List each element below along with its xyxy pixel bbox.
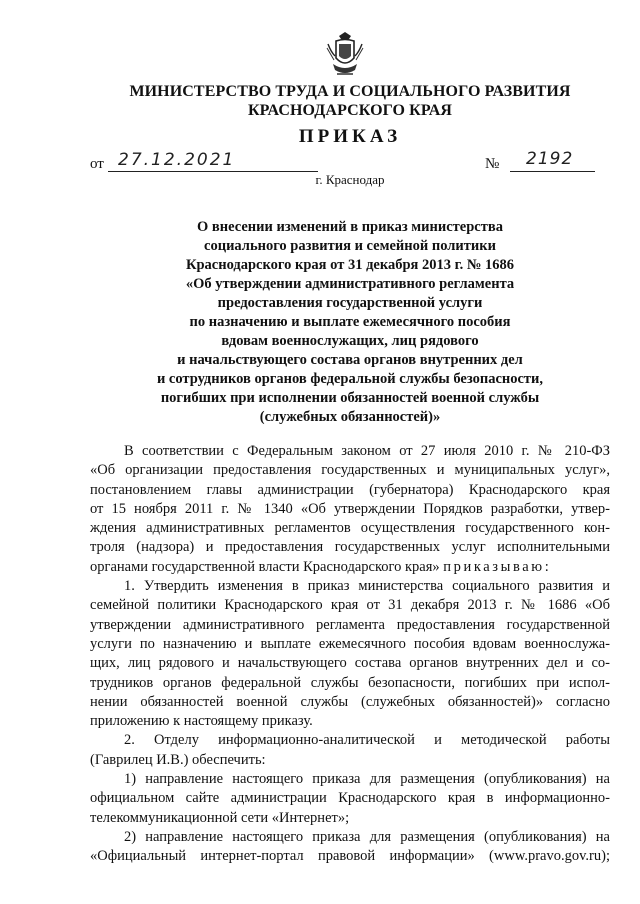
text-line: щих, лиц рядового и начальствующего состава органов внутренних дел и со- <box>90 655 610 672</box>
paragraph-subitem-1 <box>90 770 610 828</box>
text-line: В соответствии с Федеральным законом от 27 июля 2010 г. № 210-ФЗ <box>124 443 610 459</box>
text-line: официальном сайте администрации Краснодарского края в информационно- <box>90 790 610 807</box>
text-line: «Об организации предоставления государственных и муниципальных услуг», <box>90 462 610 479</box>
text-line: приложению к настоящему приказу. <box>90 713 313 730</box>
order-body <box>90 442 610 867</box>
text-line: от 15 ноября 2011 г. № 1340 «Об утверждении Порядков разработки, утвер- <box>90 500 610 517</box>
text-line: (Гаврилец И.В.) обеспечить: <box>90 751 266 768</box>
text-line: трудников органов федеральной службы безопасности, погибших при испол- <box>90 674 610 691</box>
order-keyword: приказываю: <box>443 558 552 575</box>
paragraph-item-1 <box>90 577 610 731</box>
order-title: ПРИКАЗ <box>298 126 402 147</box>
text-line: 1) направление настоящего приказа для размещения (опубликования) на <box>124 771 610 788</box>
text-line: телекоммуникационной сети «Интернет»; <box>90 809 350 826</box>
handwritten-date: 27.12.2021 <box>118 150 236 170</box>
subject-line: погибших при исполнении обязанностей военной службы <box>160 390 540 406</box>
text-line: утверждении административного регламента предоставления государственной <box>90 616 610 633</box>
text-line: нении обязанностей военной службы (служебных обязанностей)» согласно <box>90 693 610 710</box>
text-line: семейной политики Краснодарского края от 31 декабря 2013 г. № 1686 «Об <box>90 597 610 614</box>
subject-line: по назначению и выплате ежемесячного пособия <box>189 314 511 330</box>
text-line: «Официальный интернет-портал правовой информации» (www.pravo.gov.ru); <box>90 848 610 865</box>
number-prefix: № <box>485 156 500 172</box>
order-subject <box>90 218 610 427</box>
ministry-name-line1: МИНИСТЕРСТВО ТРУДА И СОЦИАЛЬНОГО РАЗВИТИЯ <box>129 83 571 100</box>
paragraph-item-2 <box>90 731 610 770</box>
coat-of-arms-icon <box>325 30 365 80</box>
text-line <box>90 558 610 577</box>
text-line: 2) направление настоящего приказа для размещения (опубликования) на <box>124 828 610 845</box>
subject-line: (служебных обязанностей)» <box>259 409 441 425</box>
subject-line: предоставления государственной услуги <box>217 295 483 311</box>
paragraph-preamble <box>90 442 610 577</box>
text-fragment: органами государственной власти Краснодарского края» <box>90 558 444 575</box>
text-line: 2. Отделу информационно-аналитической и методической работы <box>124 732 610 749</box>
subject-line: социального развития и семейной политики <box>204 238 496 254</box>
subject-line: О внесении изменений в приказ министерства <box>197 219 503 235</box>
city: г. Краснодар <box>315 172 385 187</box>
subject-line: Краснодарского края от 31 декабря 2013 г. № 1686 <box>185 257 515 273</box>
handwritten-number: 2192 <box>526 149 574 169</box>
text-line: постановлением главы администрации (губернатора) Краснодарского края <box>90 481 610 498</box>
subject-line: и сотрудников органов федеральной службы безопасности, <box>156 371 544 387</box>
ministry-name-line2: КРАСНОДАРСКОГО КРАЯ <box>247 102 453 119</box>
text-line: услуги по назначению и выплате ежемесячного пособия вдовам военнослужа- <box>90 635 610 652</box>
text-line: троля (надзора) и предоставления государственных услуг исполнительными <box>90 539 610 556</box>
text-line: 1. Утвердить изменения в приказ министерства социального развития и <box>124 578 610 595</box>
text-line: ждения административных регламентов осуществления государственного кон- <box>90 520 610 537</box>
date-prefix: от <box>90 156 104 172</box>
subject-line: и начальствующего состава органов внутренних дел <box>177 352 523 368</box>
paragraph-subitem-2 <box>90 828 610 867</box>
subject-line: вдовам военнослужащих, лиц рядового <box>221 333 479 349</box>
subject-line: «Об утверждении административного регламента <box>185 276 515 292</box>
